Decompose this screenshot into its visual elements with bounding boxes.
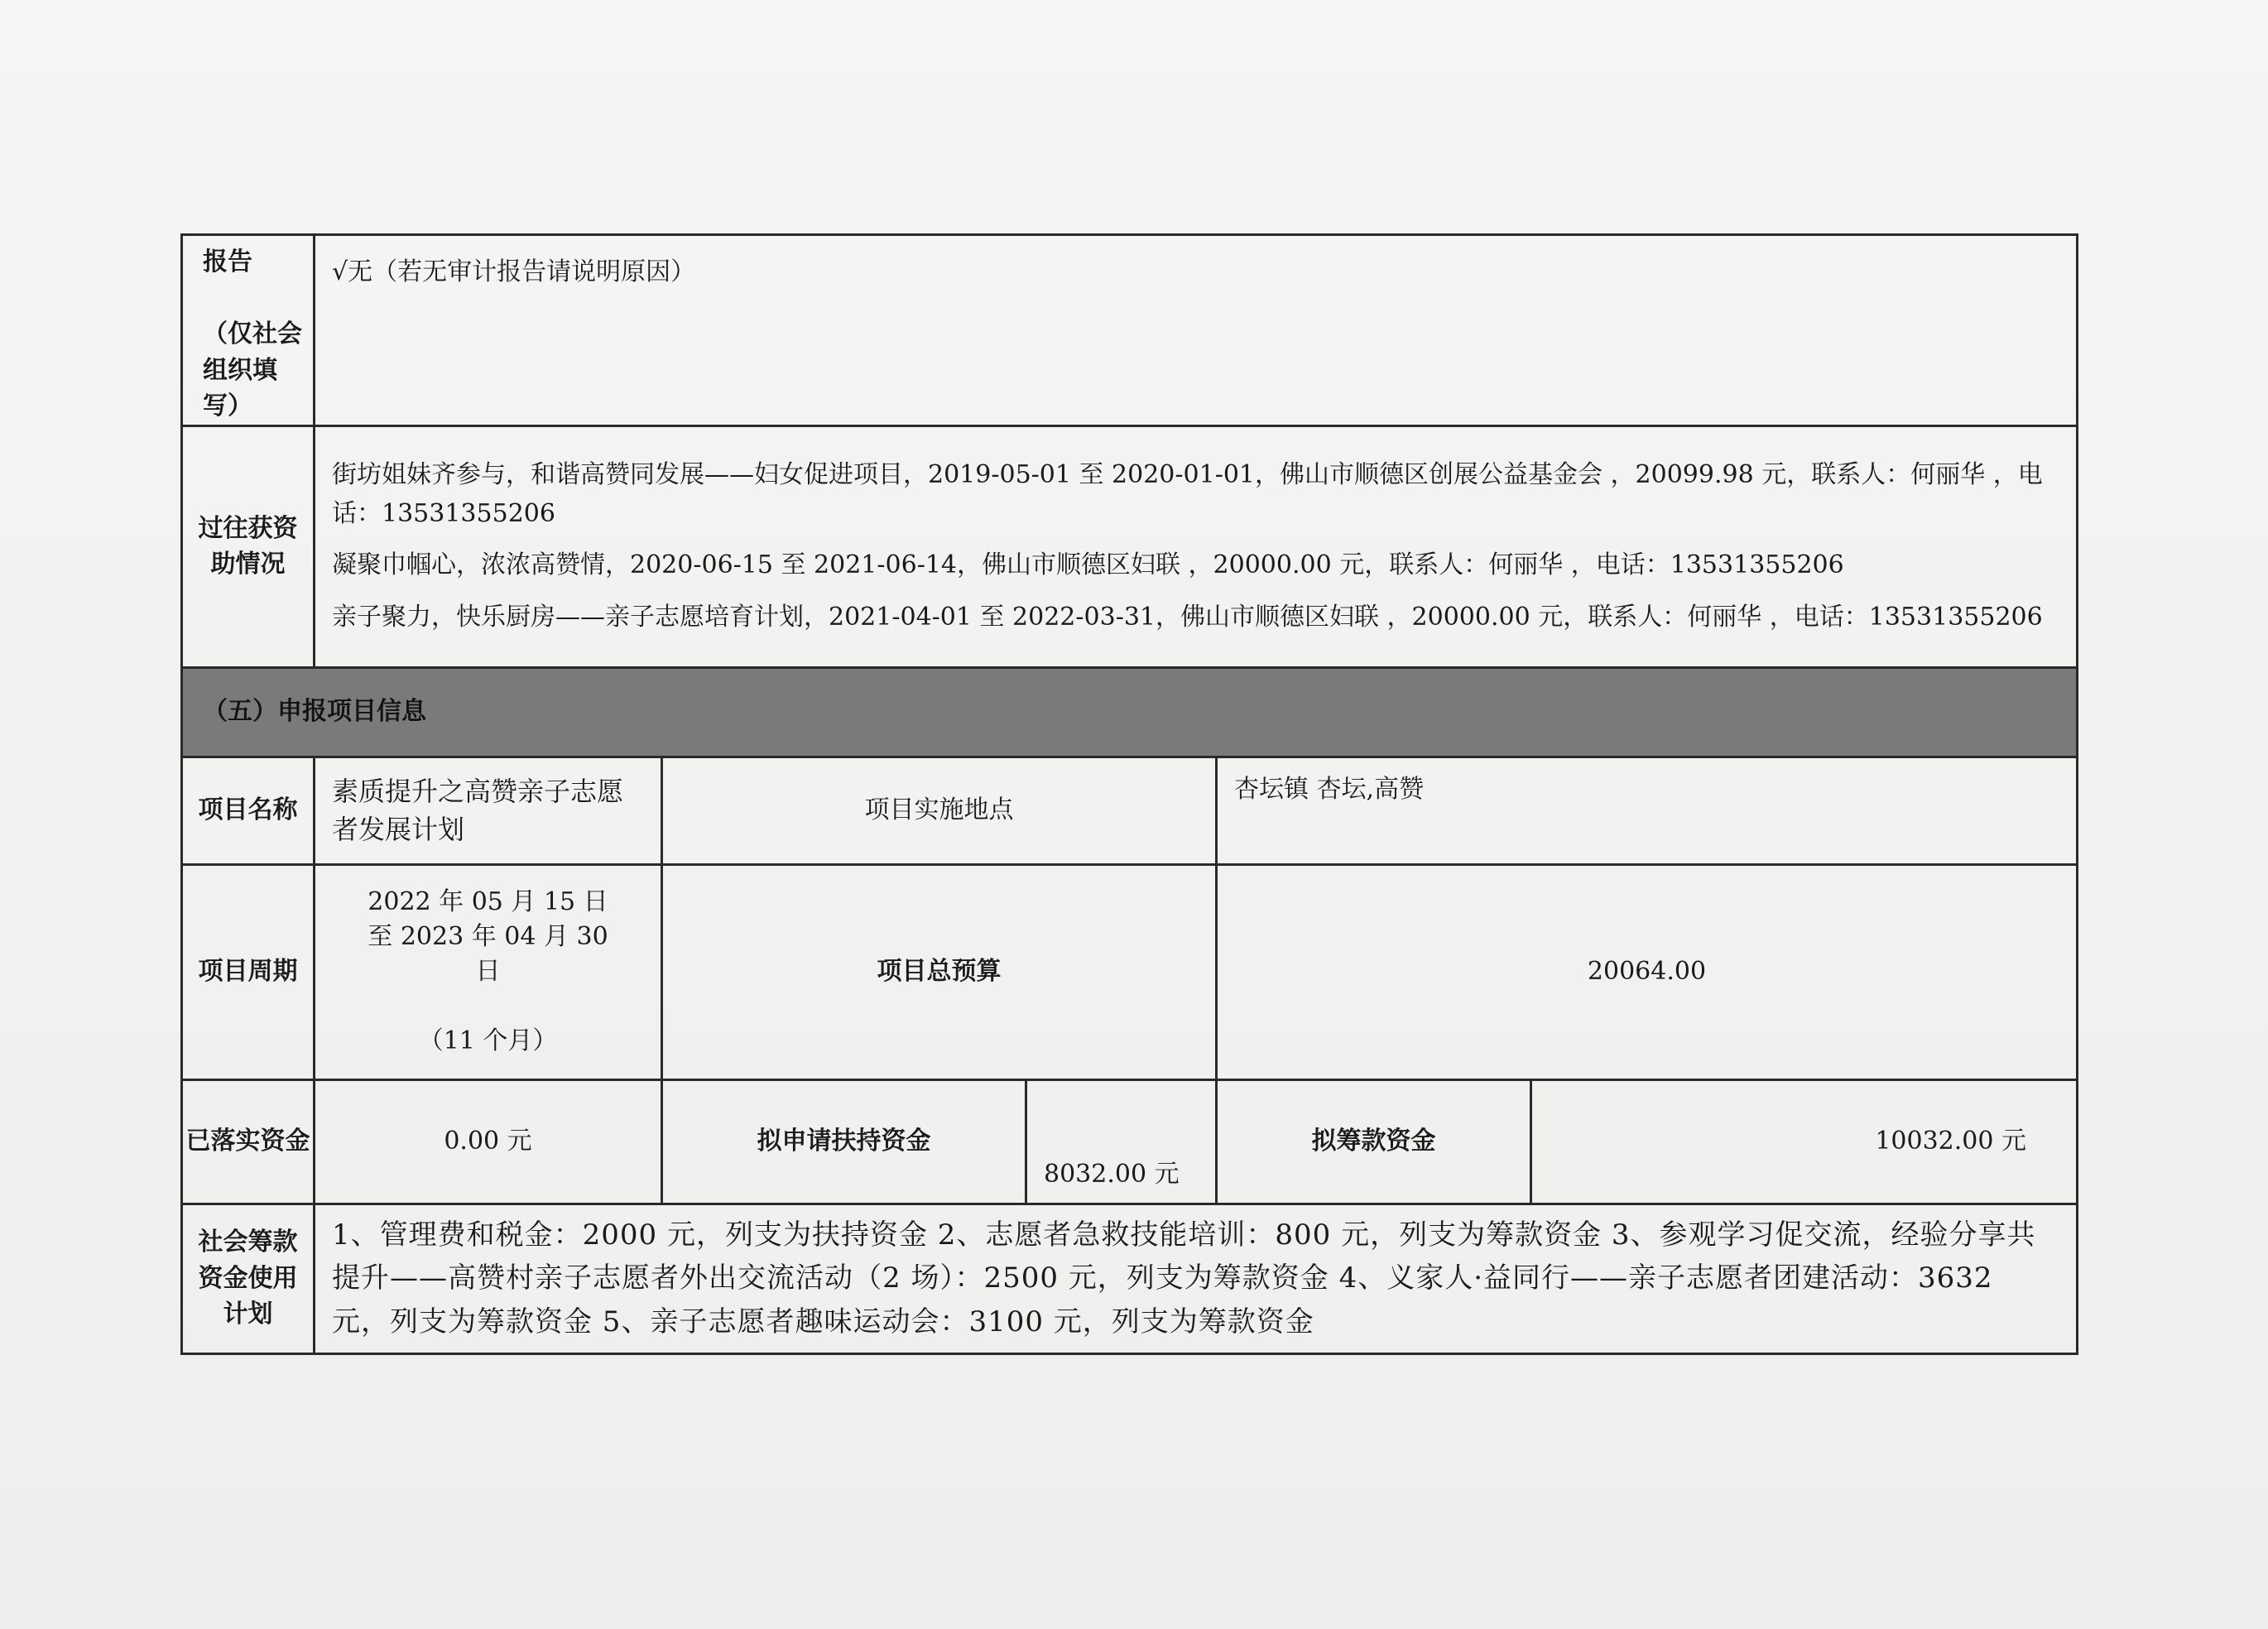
period-line: （11 个月）	[418, 1026, 558, 1055]
usage-plan-label-line: 资金使用	[198, 1263, 298, 1293]
audit-label-line: （仅社会	[203, 320, 302, 348]
past-funding-label-line: 过往获资	[198, 513, 298, 543]
funds-row	[182, 1079, 2078, 1204]
audit-report-row	[182, 235, 2078, 426]
section-header-row	[182, 667, 2078, 757]
raise-funds-value: 10032.00 元	[1531, 1079, 2078, 1204]
apply-funds-value: 8032.00 元	[1026, 1079, 1217, 1204]
past-funding-entry: 亲子聚力，快乐厨房——亲子志愿培育计划，2021-04-01 至 2022-03-31，佛山市顺德区妇联 ，20000.00 元，联系人：何丽华 ，电话：13531355206	[332, 602, 2043, 632]
audit-label-line: 写）	[203, 392, 252, 420]
audit-label-line: 报告	[203, 247, 252, 276]
application-form-table	[180, 233, 2078, 1355]
usage-plan-text: 1、管理费和税金：2000 元，列支为扶持资金 2、志愿者急救技能培训：800 元，列支为筹款资金 3、参观学习促交流，经验分享共提升——高赞村亲子志愿者外出交流活动（2 场）：2500 元，列支为筹款资金 4、义家人·益同行——亲子志愿者团建活动：3632 元，列支为筹款资金 5、亲子志愿者趣味运动会：3100 元，列支为筹款资金	[315, 1204, 2078, 1353]
apply-funds-label: 拟申请扶持资金	[662, 1079, 1026, 1204]
project-period-row	[182, 864, 2078, 1079]
usage-plan-label	[182, 1204, 315, 1353]
audit-report-label	[182, 235, 315, 426]
project-period-value	[315, 864, 662, 1079]
past-funding-entry: 凝聚巾帼心，浓浓高赞情，2020-06-15 至 2021-06-14，佛山市顺德区妇联 ，20000.00 元，联系人：何丽华 ，电话：13531355206	[332, 550, 1844, 579]
period-line: 至 2023 年 04 月 30	[368, 922, 608, 951]
secured-funds-value: 0.00 元	[315, 1079, 662, 1204]
usage-plan-label-line: 社会筹款	[198, 1228, 298, 1257]
usage-plan-label-line: 计划	[223, 1300, 273, 1329]
project-budget-label: 项目总预算	[662, 864, 1217, 1079]
project-location-label: 项目实施地点	[662, 757, 1217, 864]
audit-label-line	[203, 281, 313, 317]
past-funding-label	[182, 425, 315, 667]
past-funding-list	[315, 425, 2078, 667]
project-budget-value: 20064.00	[1217, 864, 2078, 1079]
project-name-value: 素质提升之高赞亲子志愿者发展计划	[315, 757, 662, 864]
secured-funds-label-text: 已落实资金	[185, 1127, 310, 1156]
past-funding-row	[182, 425, 2078, 667]
raise-funds-label: 拟筹款资金	[1217, 1079, 1531, 1204]
section-title: （五）申报项目信息	[182, 667, 2078, 757]
past-funding-entry: 街坊姐妹齐参与，和谐高赞同发展——妇女促进项目，2019-05-01 至 2020-01-01，佛山市顺德区创展公益基金会 ，20099.98 元，联系人：何丽华 ，电话：13531355206	[332, 460, 2043, 528]
audit-report-value: √无（若无审计报告请说明原因）	[315, 235, 2078, 426]
period-line	[332, 989, 644, 1024]
project-name-row	[182, 757, 2078, 864]
period-line: 日	[475, 957, 501, 986]
past-funding-label-line: 助情况	[210, 550, 286, 579]
usage-plan-row	[182, 1204, 2078, 1353]
project-period-label: 项目周期	[182, 864, 315, 1079]
project-name-label: 项目名称	[182, 757, 315, 864]
period-line: 2022 年 05 月 15 日	[368, 887, 608, 916]
audit-label-line: 组织填	[203, 355, 277, 385]
secured-funds-label	[182, 1079, 315, 1204]
project-location-value: 杏坛镇 杏坛,高赞	[1217, 757, 2078, 864]
